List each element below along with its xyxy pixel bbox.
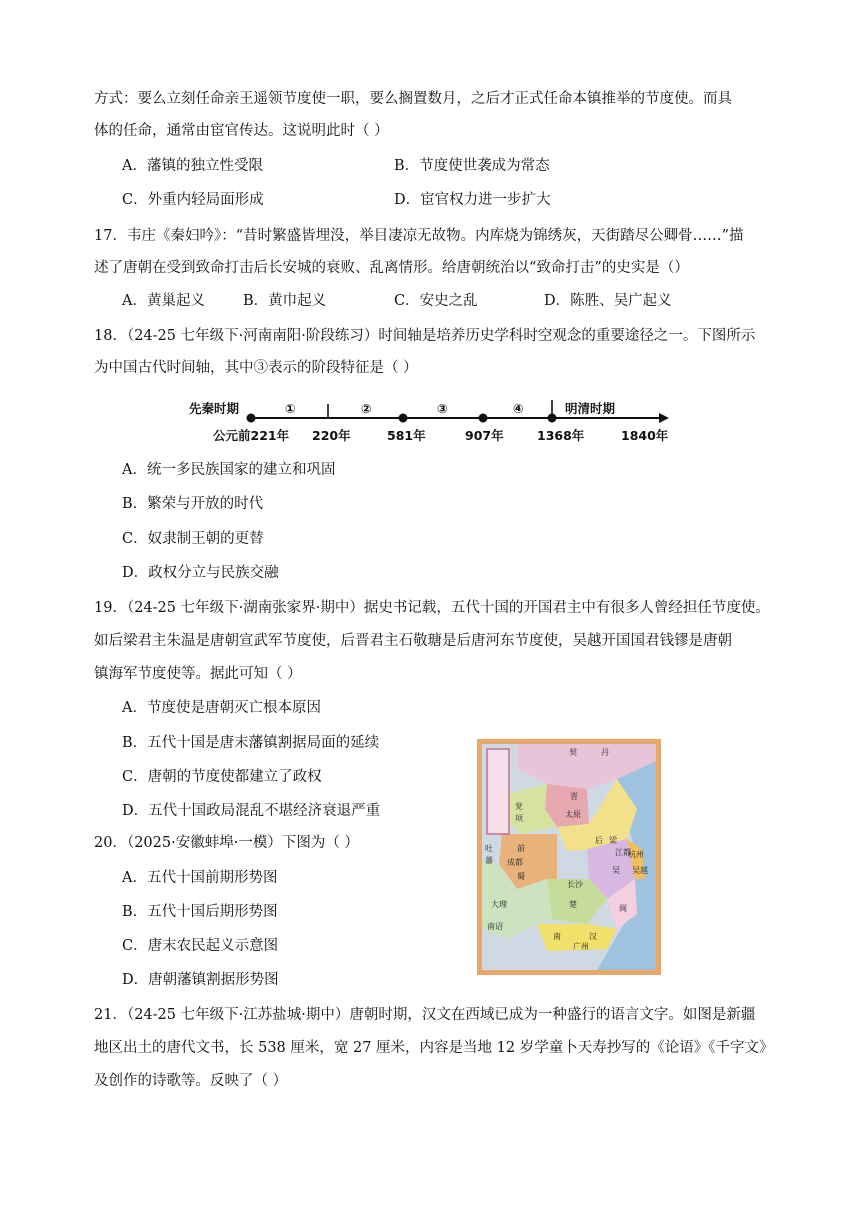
timeline-year-1840: 1840年 bbox=[621, 428, 669, 443]
q16-option-a[interactable]: A．藩镇的独立性受限 bbox=[122, 158, 263, 174]
q21-stem-line2: 地区出土的唐代文书，长 538 厘米，宽 27 厘米，内容是当地 12 岁学童卜天寿抄写的《论语》《千字文》 bbox=[94, 1040, 774, 1056]
timeline-segment-4: ④ bbox=[513, 401, 524, 416]
map-label-jin: 晋 bbox=[570, 792, 578, 801]
map-label-nan: 南 bbox=[553, 932, 561, 941]
timeline-segment-3: ③ bbox=[437, 401, 448, 416]
q18-stem-line2: 为中国古代时间轴，其中③表示的阶段特征是（ ） bbox=[94, 360, 418, 376]
map-label-hangzhou: 杭州 bbox=[628, 850, 644, 859]
map-label-min: 闽 bbox=[619, 904, 627, 913]
q16-option-d[interactable]: D．宦官权力进一步扩大 bbox=[394, 192, 551, 208]
q16-option-b[interactable]: B．节度使世袭成为常态 bbox=[394, 158, 550, 174]
q19-stem-line3: 镇海军节度使等。据此可知（ ） bbox=[94, 666, 302, 682]
q18-stem-line1: 18．（24-25 七年级下·河南南阳·阶段练习）时间轴是培养历史学科时空观念的重要途径之一。下图所示 bbox=[94, 328, 756, 344]
q18-option-b[interactable]: B．繁荣与开放的时代 bbox=[122, 496, 264, 512]
q16-option-c[interactable]: C．外重内轻局面形成 bbox=[122, 192, 264, 208]
timeline-year-907: 907年 bbox=[465, 428, 504, 443]
history-timeline bbox=[185, 396, 675, 448]
q21-stem-line3: 及创作的诗歌等。反映了（ ） bbox=[94, 1073, 288, 1089]
q16-stem-line2: 体的任命，通常由宦官传达。这说明此时（ ） bbox=[94, 123, 389, 139]
q20-option-d[interactable]: D．唐朝藩镇割据形势图 bbox=[122, 972, 279, 988]
map-label-hou: 后 bbox=[595, 836, 603, 845]
timeline-dot-907 bbox=[479, 414, 488, 423]
timeline-segment-2: ② bbox=[361, 401, 372, 416]
q21-stem-line1: 21．（24-25 七年级下·江苏盐城·期中）唐朝时期，汉文在西域已成为一种盛行的语言文字。如图是新疆 bbox=[94, 1007, 756, 1023]
map-label-tu: 吐 bbox=[485, 844, 493, 853]
map-label-shu: 蜀 bbox=[517, 872, 525, 881]
map-label-changsha: 长沙 bbox=[567, 880, 583, 889]
timeline-graphic bbox=[185, 396, 675, 448]
q19-option-b[interactable]: B．五代十国是唐末藩镇割据局面的延续 bbox=[122, 735, 380, 751]
q20-option-c[interactable]: C．唐末农民起义示意图 bbox=[122, 938, 279, 954]
q17-option-b[interactable]: B．黄巾起义 bbox=[243, 293, 327, 309]
q18-option-d[interactable]: D．政权分立与民族交融 bbox=[122, 565, 279, 581]
q16-stem-line1: 方式：要么立刻任命亲王遥领节度使一职，要么搁置数月，之后才正式任命本镇推举的节度使。而具 bbox=[94, 91, 732, 107]
timeline-year-221bc: 公元前221年 bbox=[213, 428, 290, 443]
q20-option-b[interactable]: B．五代十国后期形势图 bbox=[122, 904, 278, 920]
map-label-dan: 丹 bbox=[601, 748, 609, 757]
map-label-taiyuan: 太原 bbox=[565, 810, 581, 819]
q19-stem-line1: 19．（24-25 七年级下·湖南张家界·期中）据史书记载，五代十国的开国君主中有很多人曾经担任节度使。 bbox=[94, 600, 770, 616]
q17-option-c[interactable]: C．安史之乱 bbox=[394, 293, 478, 309]
q17-stem-line1: 17．韦庄《秦妇吟》：“昔时繁盛皆埋没，举目凄凉无故物。内库烧为锦绣灰，天街踏尽公卿骨……”描 bbox=[94, 228, 744, 244]
map-label-dali: 大理 bbox=[491, 900, 507, 909]
map-label-qi: 契 bbox=[569, 748, 577, 757]
timeline-arrow bbox=[659, 413, 669, 423]
q17-option-a[interactable]: A．黄巢起义 bbox=[122, 293, 205, 309]
timeline-year-581: 581年 bbox=[387, 428, 426, 443]
map-label-guangzhou: 广州 bbox=[573, 942, 589, 951]
map-label-chengdu: 成都 bbox=[507, 858, 523, 867]
timeline-year-1368: 1368年 bbox=[537, 428, 585, 443]
map-label-chu: 楚 bbox=[569, 900, 577, 909]
q19-option-a[interactable]: A．节度使是唐朝灭亡根本原因 bbox=[122, 700, 321, 716]
timeline-left-label: 先秦时期 bbox=[189, 401, 240, 416]
map-label-fan: 蕃 bbox=[485, 856, 493, 865]
map-label-han: 汉 bbox=[589, 932, 597, 941]
map-label-wu: 吴 bbox=[612, 866, 620, 875]
map-label-qian: 前 bbox=[517, 844, 525, 853]
map-label-xiang: 项 bbox=[515, 814, 523, 823]
q18-option-c[interactable]: C．奴隶制王朝的更替 bbox=[122, 531, 264, 547]
timeline-dot-221bc bbox=[247, 414, 256, 423]
map-graphic bbox=[477, 739, 661, 975]
timeline-dot-581 bbox=[399, 414, 408, 423]
timeline-year-220: 220年 bbox=[312, 428, 351, 443]
q19-stem-line2: 如后梁君主朱温是唐朝宣武军节度使，后晋君主石敬瑭是后唐河东节度使，吴越开国国君钱镠是唐朝 bbox=[94, 633, 732, 649]
q19-option-c[interactable]: C．唐朝的节度使都建立了政权 bbox=[122, 769, 322, 785]
map-label-dang: 党 bbox=[515, 802, 523, 811]
q19-option-d[interactable]: D．五代十国政局混乱不堪经济衰退严重 bbox=[122, 803, 381, 819]
map-label-wuyue: 吴越 bbox=[632, 866, 648, 875]
q20-option-a[interactable]: A．五代十国前期形势图 bbox=[122, 870, 278, 886]
q20-stem-line1: 20．（2025·安徽蚌埠·一模）下图为（ ） bbox=[94, 835, 359, 851]
map-label-nanzhao: 南诏 bbox=[487, 922, 503, 931]
timeline-segment-1: ① bbox=[285, 401, 296, 416]
map-label-jiangdu: 江都 bbox=[615, 848, 631, 857]
five-dynasties-map bbox=[477, 739, 661, 975]
q17-stem-line2: 述了唐朝在受到致命打击后长安城的衰败、乱离情形。给唐朝统治以“致命打击”的史实是（） bbox=[94, 260, 689, 276]
q17-option-d[interactable]: D．陈胜、吴广起义 bbox=[544, 293, 672, 309]
q18-option-a[interactable]: A．统一多民族国家的建立和巩固 bbox=[122, 462, 336, 478]
timeline-right-label: 明清时期 bbox=[565, 401, 616, 416]
map-legend-box bbox=[487, 749, 509, 834]
map-label-liang: 梁 bbox=[609, 836, 617, 845]
